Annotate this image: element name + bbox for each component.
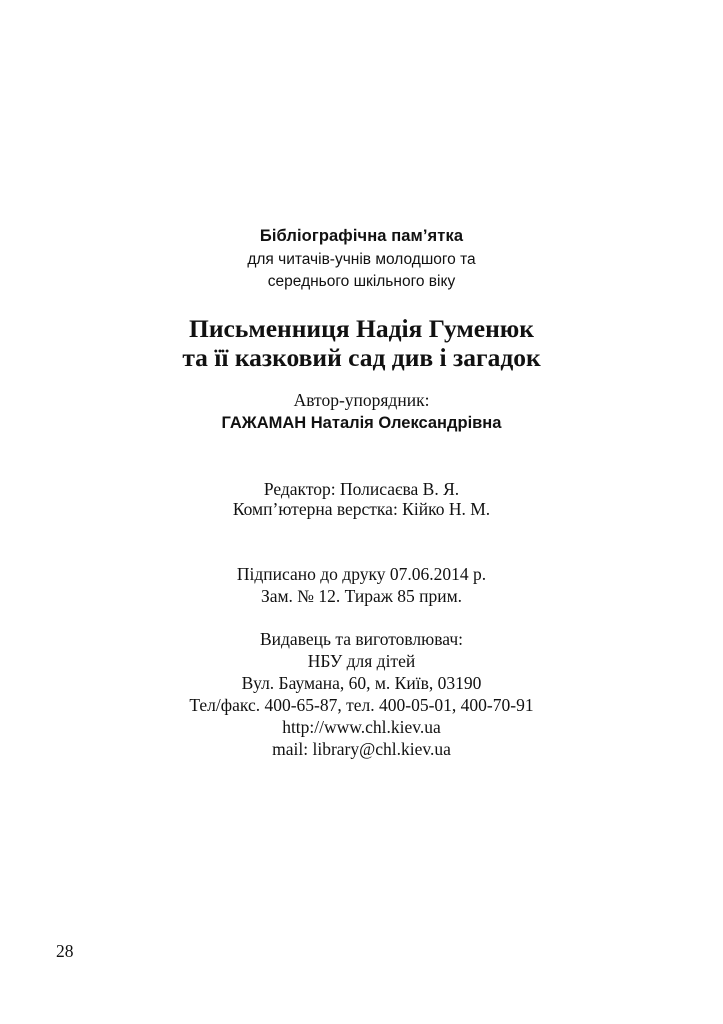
publisher-email: mail: library@chl.kiev.ua — [272, 739, 451, 759]
layout-credit: Комп’ютерна верстка: Кійко Н. М. — [232, 499, 491, 519]
publisher-website: http://www.chl.kiev.ua — [282, 717, 441, 737]
author-name: ГАЖАМАН Наталія Олександрівна — [221, 414, 502, 432]
book-title-line-2: та її казковий сад див і загадок — [182, 343, 541, 372]
publisher-address: Вул. Баумана, 60, м. Київ, 03190 — [241, 673, 482, 693]
order-and-print-run: Зам. № 12. Тираж 85 прим. — [260, 586, 463, 606]
bibliography-heading: Бібліографічна пам’ятка — [259, 227, 464, 245]
book-title-line-1: Письменниця Надія Гуменюк — [189, 314, 534, 343]
editor-credit: Редактор: Полисаєва В. Я. — [263, 479, 460, 499]
publisher-phones: Тел/факс. 400-65-87, тел. 400-05-01, 400-70-91 — [189, 695, 534, 715]
signed-to-print: Підписано до друку 07.06.2014 р. — [236, 564, 487, 584]
page-number: 28 — [56, 941, 74, 961]
author-label: Автор-упорядник: — [293, 390, 430, 410]
publisher-label: Видавець та виготовлювач: — [259, 629, 464, 649]
audience-line-1: для читачів-учнів молодшого та — [247, 251, 476, 268]
audience-line-2: середнього шкільного віку — [267, 273, 456, 290]
publisher-name: НБУ для дітей — [307, 651, 416, 671]
